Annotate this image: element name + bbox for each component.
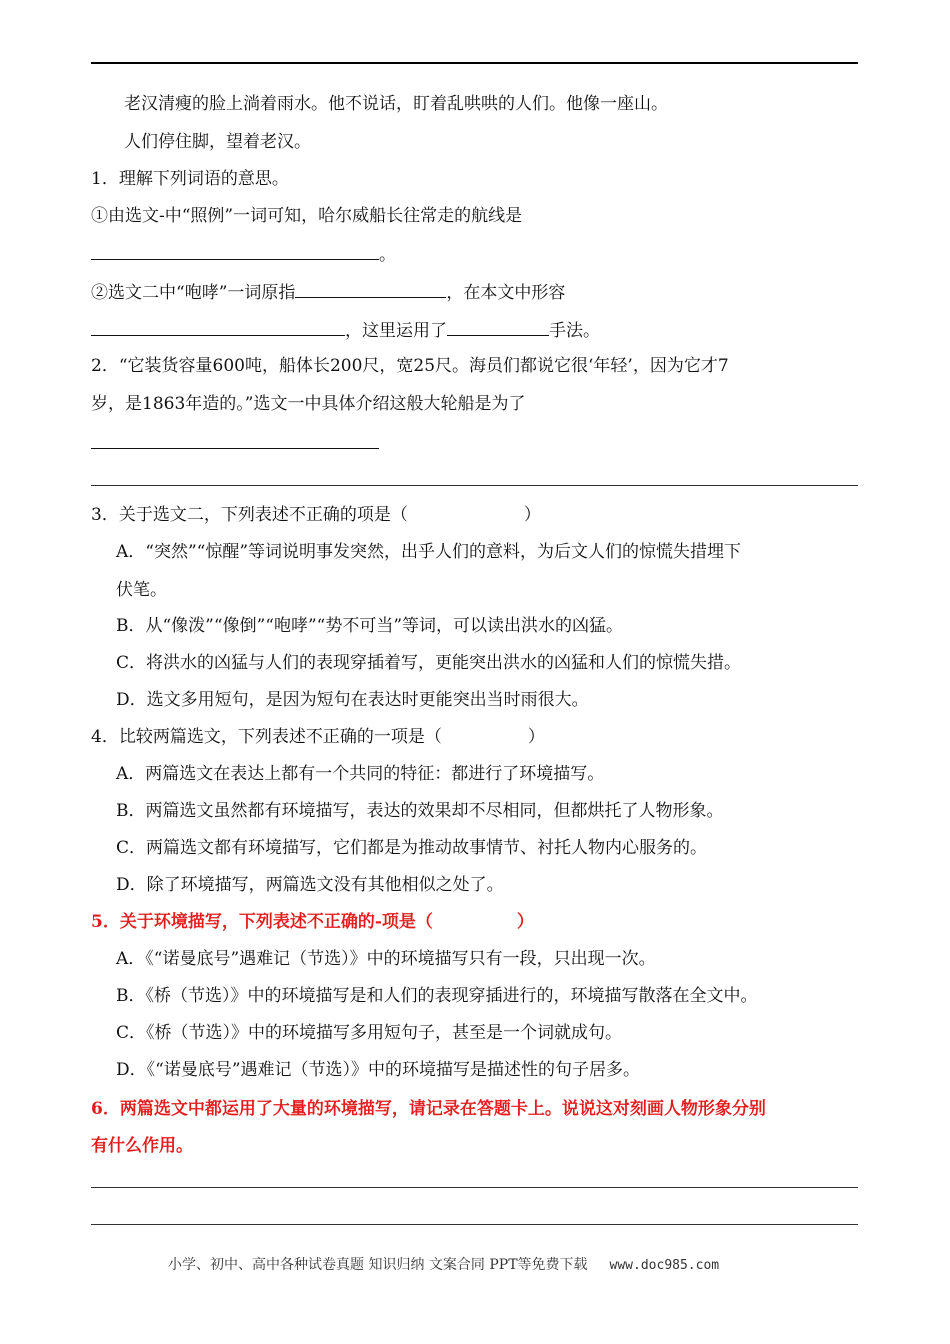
footer-text: 小学、初中、高中各种试卷真题 知识归纳 文案合同 PPT等免费下载 <box>168 1257 588 1273</box>
header-rule <box>91 62 858 64</box>
q1-part2-b: ，在本文中形容 <box>446 283 566 303</box>
q4-stem-end: ） <box>527 727 545 747</box>
answer-blank[interactable] <box>295 279 446 298</box>
q3-option-b[interactable]: B．从“像泼”“像倒”“咆哮”“势不可当”等词，可以读出洪水的凶猛。 <box>116 616 624 636</box>
q4-stem-text: 4．比较两篇选文，下列表述不正确的一项是（ <box>91 727 442 747</box>
q3-stem-text: 3．关于选文二，下列表述不正确的项是（ <box>91 505 408 525</box>
answer-blank[interactable] <box>91 430 379 449</box>
q5-option-b[interactable]: B．《桥（节选）》中的环境描写是和人们的表现穿插进行的，环境描写散落在全文中。 <box>116 986 758 1006</box>
answer-blank[interactable] <box>91 317 345 336</box>
q3-option-d[interactable]: D．选文多用短句，是因为短句在表达时更能突出当时雨很大。 <box>116 690 589 710</box>
q4-option-a[interactable]: A．两篇选文在表达上都有一个共同的特征：都进行了环境描写。 <box>116 764 605 784</box>
q1-part2-row2 <box>91 317 600 343</box>
q2-answer-rule[interactable] <box>91 485 858 486</box>
q1-part2-c: ，这里运用了 <box>345 321 447 341</box>
q2-line-2: 岁，是1863年造的。”选文一中具体介绍这般大轮船是为了 <box>91 394 526 414</box>
page-footer <box>168 1254 719 1274</box>
q5-option-c[interactable]: C．《桥（节选）》中的环境描写多用短句子，甚至是一个词就成句。 <box>116 1023 623 1043</box>
q6-answer-rule-2[interactable] <box>91 1224 858 1225</box>
q5-stem-text: 5．关于环境描写，下列表述不正确的-项是（ <box>91 912 433 932</box>
q1-part2-a: ②选文二中“咆哮”一词原指 <box>91 283 296 303</box>
q2-answer-line <box>91 430 379 456</box>
q4-option-b[interactable]: B．两篇选文虽然都有环境描写，表达的效果却不尽相同，但都烘托了人物形象。 <box>116 801 724 821</box>
q4-option-d[interactable]: D．除了环境描写，两篇选文没有其他相似之处了。 <box>116 875 504 895</box>
q5-stem <box>91 910 534 934</box>
q3-option-c[interactable]: C．将洪水的凶猛与人们的表现穿插着写，更能突出洪水的凶猛和人们的惊慌失措。 <box>116 653 742 673</box>
footer-url[interactable]: www.doc985.com <box>609 1258 720 1273</box>
passage-line-2: 人们停住脚，望着老汉。 <box>124 132 311 152</box>
q4-option-c[interactable]: C．两篇选文都有环境描写，它们都是为推动故事情节、衬托人物内心服务的。 <box>116 838 708 858</box>
q5-option-d[interactable]: D．《“诺曼底号”遇难记（节选）》中的环境描写是描述性的句子居多。 <box>116 1060 641 1080</box>
q3-option-a-2: 伏笔。 <box>116 580 167 600</box>
q5-option-a[interactable]: A．《“诺曼底号”遇难记（节选）》中的环境描写只有一段，只出现一次。 <box>116 949 656 969</box>
answer-blank[interactable] <box>447 317 549 336</box>
q6-line-2: 有什么作用。 <box>91 1136 193 1156</box>
q3-stem-end: ） <box>523 505 541 525</box>
q1-stem: 1．理解下列词语的意思。 <box>91 169 289 189</box>
answer-blank[interactable] <box>91 241 379 260</box>
q3-stem <box>91 503 541 527</box>
q1-part1-answer-line <box>91 241 396 267</box>
q3-option-a-1[interactable]: A．“突然”“惊醒”等词说明事发突然，出乎人们的意料，为后文人们的惊慌失措埋下 <box>116 542 742 562</box>
q6-answer-rule-1[interactable] <box>91 1187 858 1188</box>
q5-stem-end: ） <box>516 912 534 932</box>
q1-part2-row1 <box>91 279 565 305</box>
q4-stem <box>91 725 545 749</box>
q6-line-1: 6．两篇选文中都运用了大量的环境描写，请记录在答题卡上。说说这对刻画人物形象分别 <box>91 1099 766 1119</box>
q1-part1: ①由选文-中“照例”一词可知，哈尔威船长往常走的航线是 <box>91 206 523 226</box>
q2-line-1: 2．“它装货容量600吨，船体长200尺，宽25尺。海员们都说它很‘年轻’，因为它才7 <box>91 356 729 376</box>
q1-part2-d: 手法。 <box>549 321 600 341</box>
passage-line-1: 老汉清瘦的脸上淌着雨水。他不说话，盯着乱哄哄的人们。他像一座山。 <box>124 94 668 114</box>
q1-part1-end: 。 <box>379 245 396 265</box>
